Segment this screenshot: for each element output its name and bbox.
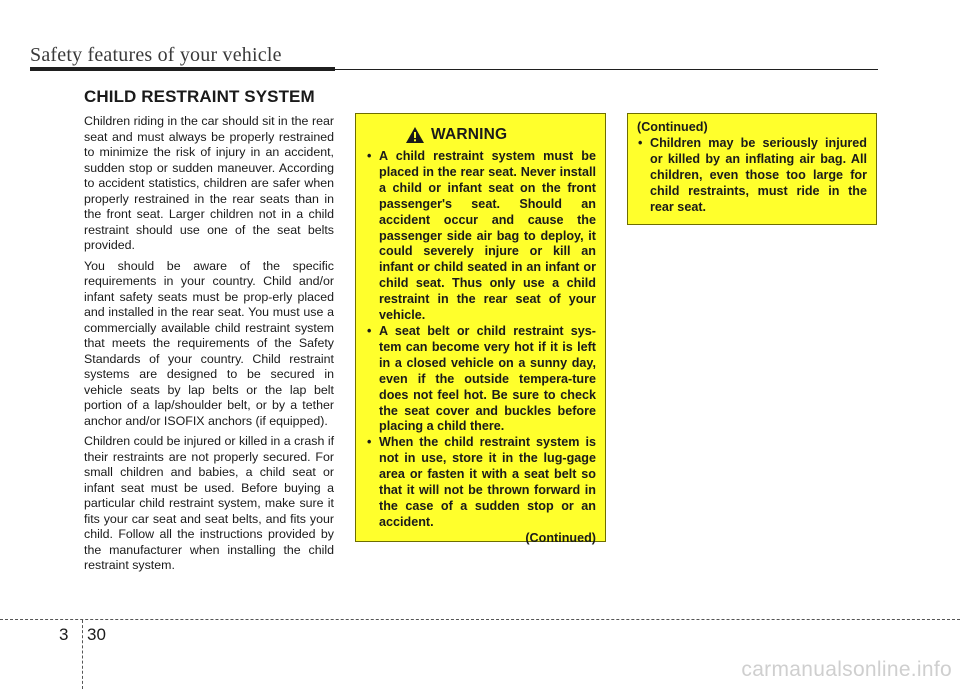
body-paragraph: Children riding in the car should sit in the rear seat and must always be properly restrained to minimize the risk of injury in an accident, sudden stop or sudden maneuver. According to accident statistics, children are safer when properly restrained in the rear seats than in the front seat. Larger children not in a child restraint should use one of the seat belts provided. (84, 114, 334, 252)
chapter-number: 3 (59, 625, 69, 644)
warning-item: • When the child restraint system is not in use, store it in the lug-gage area or fasten it with a seat belt so that it will not be thrown forward in the case of a sudden stop or an accident. (366, 435, 596, 530)
page-number: 30 (87, 625, 106, 644)
section-header: Safety features of your vehicle (30, 44, 282, 66)
warning-list (366, 149, 596, 531)
warning-triangle-icon (405, 126, 425, 144)
watermark: carmanualsonline.info (741, 658, 952, 681)
warning-item: • A child restraint system must be placed in the rear seat. Never install a child or infant seat on the front passenger's seat. Should an accident occur and cause the passenger side air bag to deploy, it could severely injure or kill an infant or child seated in an infant or child seat. Thus only use a child restraint in the rear seat of your vehicle. (366, 149, 596, 324)
header-rule-thick (30, 67, 335, 71)
warning-box (355, 113, 606, 545)
warning-item: • A seat belt or child restraint sys-tem can become very hot if it is left in a closed vehicle on a sunny day, even if the outside tempera-ture does not feel hot. Be sure to check the seat cover and buckles before placing a child there. (366, 324, 596, 435)
footer-divider (82, 620, 83, 689)
warning-header (405, 124, 596, 146)
warning-title: WARNING (431, 126, 508, 144)
body-paragraph: Children could be injured or killed in a crash if their restraints are not properly secured. For small children and babies, a child seat or infant seat must be used. Before buying a particular child restraint system, make sure it fits your car seat and seat belts, and fits your child. Follow all the instructions provided by the manufacturer when installing the child restraint system. (84, 434, 335, 572)
continuation-box (627, 113, 877, 225)
continued-label: (Continued) (637, 120, 708, 134)
footer-rule (0, 619, 960, 620)
page-title: CHILD RESTRAINT SYSTEM (84, 87, 315, 106)
body-text-column (84, 114, 334, 579)
continued-note: (Continued) (525, 530, 596, 545)
body-paragraph: You should be aware of the specific requirements in your country. Child and/or infant safety seats must be prop-erly placed and installed in the rear seat. You must use a commercially available child restraint system that meets the requirements of the Safety Standards of your country. Child restraint systems are designed to be secured in vehicle seats by lap belts or the lap belt portion of a lap/shoulder belt, or by a tether anchor and/or ISOFIX anchors (if equipped). (84, 258, 334, 428)
header-rule-thin (335, 69, 878, 70)
warning-item: • Children may be seriously injured or killed by an inflating air bag. All children, even those too large for child restraints, must ride in the rear seat. (637, 136, 867, 216)
continuation-list (637, 136, 867, 216)
